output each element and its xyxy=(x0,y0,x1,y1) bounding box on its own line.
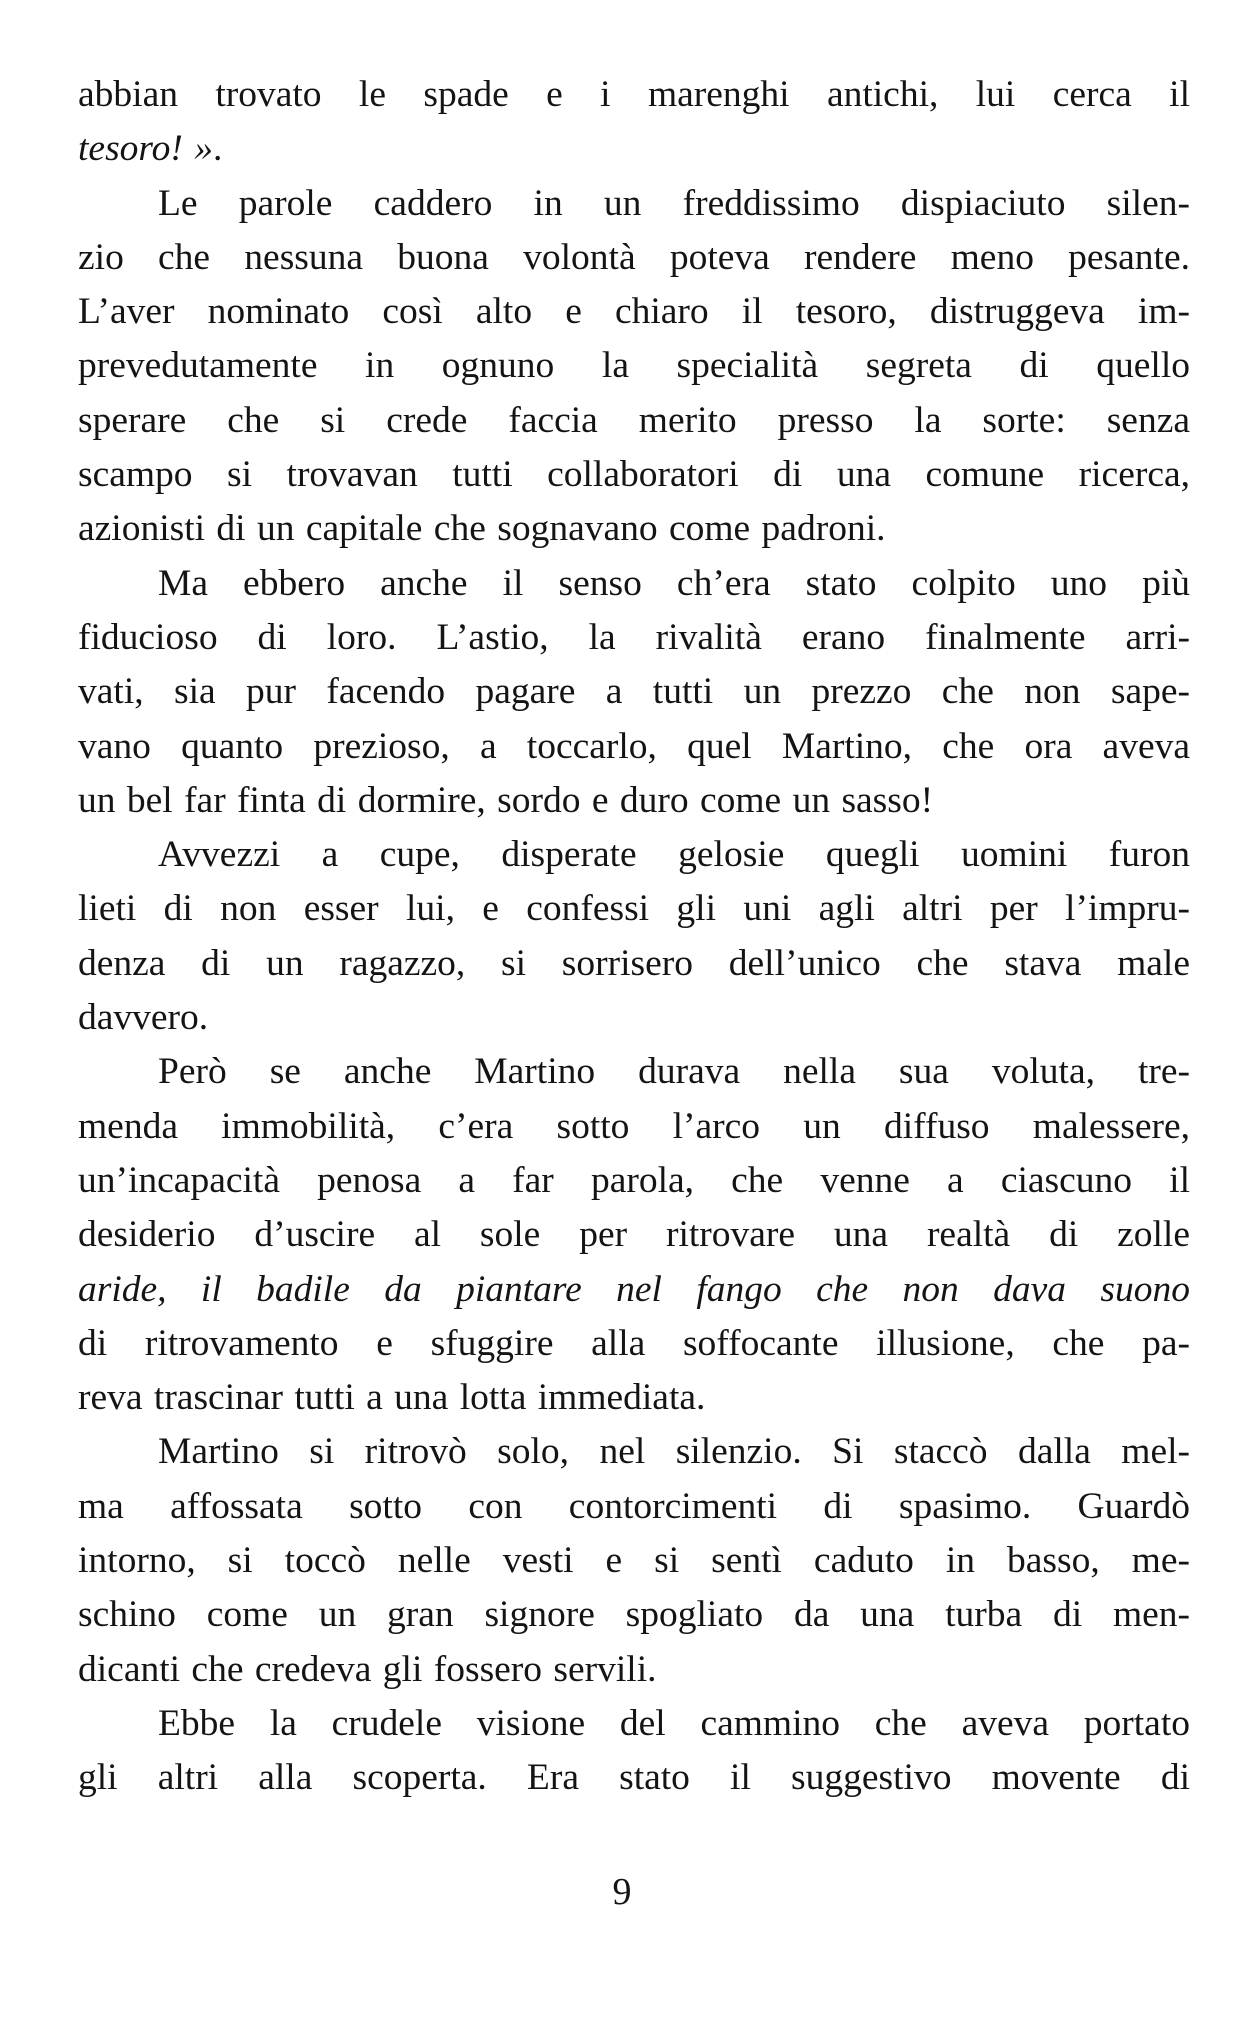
text-line xyxy=(78,557,1190,611)
text-run: un bel far finta di dormire, sordo e duro come un sasso! xyxy=(78,779,934,821)
text-run: dicanti che credeva gli fossero servili. xyxy=(78,1648,657,1690)
text-line xyxy=(78,1317,1190,1371)
text-run: intorno, si toccò nelle vesti e si sentì caduto in basso, me- xyxy=(78,1540,1190,1582)
text-line xyxy=(78,231,1190,285)
text-line xyxy=(78,394,1190,448)
text-line xyxy=(78,991,1190,1045)
text-run: menda immobilità, c’era sotto l’arco un diffuso malessere, xyxy=(78,1105,1190,1147)
text-line xyxy=(78,1371,1190,1425)
text-line xyxy=(78,774,1190,828)
italic-run: tesoro! » xyxy=(78,128,213,170)
text-run: denza di un ragazzo, si sorrisero dell’unico che stava male xyxy=(78,942,1190,984)
text-run: prevedutamente in ognuno la specialità segreta di quello xyxy=(78,345,1190,387)
text-run: vati, sia pur facendo pagare a tutti un prezzo che non sape- xyxy=(78,671,1190,713)
text-line xyxy=(78,1208,1190,1262)
text-run: fiducioso di loro. L’astio, la rivalità erano finalmente arri- xyxy=(78,616,1190,658)
text-line xyxy=(78,828,1190,882)
text-run: di ritrovamento e sfuggire alla soffocante illusione, che pa- xyxy=(78,1322,1190,1364)
text-line xyxy=(78,177,1190,231)
text-line xyxy=(78,1480,1190,1534)
text-line xyxy=(78,882,1190,936)
text-line xyxy=(78,1425,1190,1479)
text-run: Le parole caddero in un freddissimo dispiaciuto silen- xyxy=(158,182,1190,224)
text-run: desiderio d’uscire al sole per ritrovare una realtà di zolle xyxy=(78,1214,1190,1256)
text-line xyxy=(78,665,1190,719)
text-run: un’incapacità penosa a far parola, che venne a ciascuno il xyxy=(78,1159,1190,1201)
text-run: Avvezzi a cupe, disperate gelosie quegli uomini furon xyxy=(158,834,1190,876)
text-body xyxy=(78,68,1190,1806)
text-line xyxy=(78,1588,1190,1642)
text-line xyxy=(78,339,1190,393)
text-line xyxy=(78,720,1190,774)
text-run: ma affossata sotto con contorcimenti di spasimo. Guardò xyxy=(78,1485,1190,1527)
book-page-text xyxy=(78,68,1190,1806)
text-line xyxy=(78,1751,1190,1805)
text-line xyxy=(78,937,1190,991)
text-line xyxy=(78,611,1190,665)
text-run: schino come un gran signore spogliato da una turba di men- xyxy=(78,1594,1190,1636)
text-run: scampo si trovavan tutti collaboratori di una comune ricerca, xyxy=(78,454,1190,496)
text-run: reva trascinar tutti a una lotta immediata. xyxy=(78,1377,706,1419)
text-line xyxy=(78,448,1190,502)
page-number: 9 xyxy=(612,1871,632,1913)
text-line xyxy=(78,68,1190,122)
text-line xyxy=(78,1643,1190,1697)
text-line xyxy=(78,1100,1190,1154)
text-run: L’aver nominato così alto e chiaro il tesoro, distruggeva im- xyxy=(78,291,1190,333)
text-run: gli altri alla scoperta. Era stato il suggestivo movente di xyxy=(78,1757,1190,1799)
text-line xyxy=(78,285,1190,339)
text-run: davvero. xyxy=(78,997,209,1039)
text-line xyxy=(78,1045,1190,1099)
text-line xyxy=(78,502,1190,556)
text-run: Martino si ritrovò solo, nel silenzio. Si staccò dalla mel- xyxy=(158,1431,1190,1473)
text-line xyxy=(78,122,1190,176)
text-run: azionisti di un capitale che sognavano come padroni. xyxy=(78,508,886,550)
text-run: Ma ebbero anche il senso ch’era stato colpito uno più xyxy=(158,562,1190,604)
italic-run: aride, il badile da piantare nel fango che non dava suono xyxy=(78,1268,1190,1310)
text-run: abbian trovato le spade e i marenghi antichi, lui cerca il xyxy=(78,74,1190,115)
text-line xyxy=(78,1534,1190,1588)
text-run: lieti di non esser lui, e confessi gli uni agli altri per l’impru- xyxy=(78,888,1190,930)
text-line xyxy=(78,1154,1190,1208)
text-run: zio che nessuna buona volontà poteva rendere meno pesante. xyxy=(78,236,1190,278)
text-line xyxy=(78,1263,1190,1317)
text-line xyxy=(78,1697,1190,1751)
text-run: sperare che si crede faccia merito presso la sorte: senza xyxy=(78,399,1190,441)
text-run: Però se anche Martino durava nella sua voluta, tre- xyxy=(158,1051,1190,1093)
text-run: Ebbe la crudele visione del cammino che aveva portato xyxy=(158,1702,1190,1744)
text-run: vano quanto prezioso, a toccarlo, quel Martino, che ora aveva xyxy=(78,725,1190,767)
text-run: . xyxy=(212,128,223,170)
